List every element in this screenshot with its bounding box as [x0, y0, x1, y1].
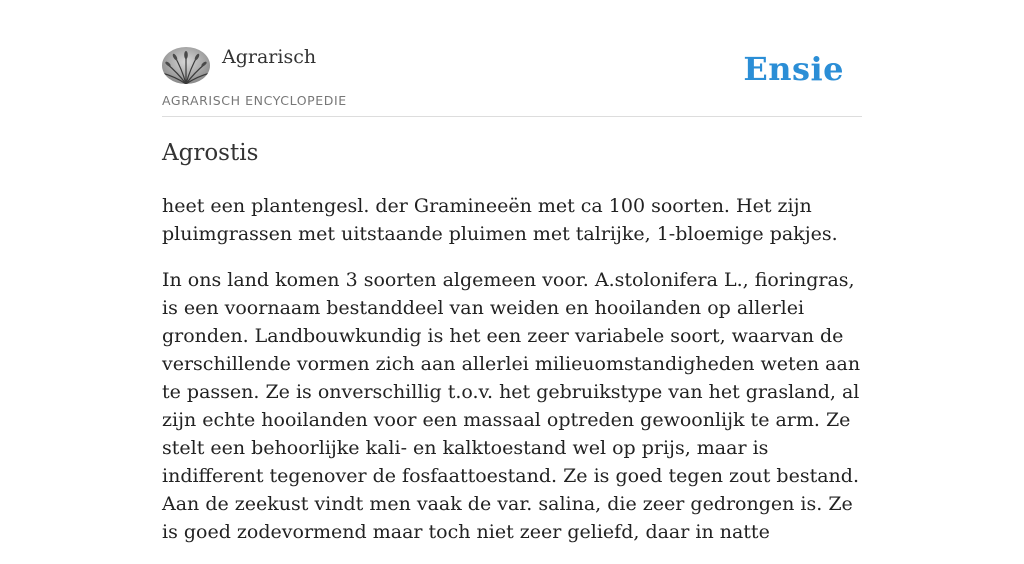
article-body	[162, 192, 862, 564]
article-paragraph: In ons land komen 3 soorten algemeen voor. A.stolonifera L., fioringras, is een voornaam bestanddeel van weiden en hooilanden op allerlei gronden. Landbouwkundig is het een zeer variabele soort, waarvan de verschillende vormen zich aan allerlei milieuomstandigheden weten aan te passen. Ze is onverschillig t.o.v. het gebruikstype van het grasland, al zijn echte hooilanden voor een massaal optreden gewoonlijk te arm. Ze stelt een behoorlijke kali- en kalktoestand wel op prijs, maar is indifferent tegenover de fosfaattoestand. Ze is goed tegen zout bestand. Aan de zeekust vindt men vaak de var. salina, die zeer gedrongen is. Ze is goed zodevormend maar toch niet zeer geliefd, daar in natte	[162, 269, 861, 543]
brand-logo[interactable]: Ensie	[743, 50, 844, 88]
article-title: Agrostis	[162, 140, 259, 166]
site-name[interactable]: Agrarisch	[222, 46, 317, 68]
site-subtitle: AGRARISCH ENCYCLOPEDIE	[162, 93, 347, 108]
wheat-grass-icon[interactable]	[162, 47, 210, 84]
site-header	[162, 0, 862, 117]
page-container	[162, 0, 862, 543]
article-paragraph: heet een plantengesl. der Gramineeën met ca 100 soorten. Het zijn pluimgrassen met uitstaande pluimen met talrijke, 1-bloemige pakjes.	[162, 195, 838, 245]
